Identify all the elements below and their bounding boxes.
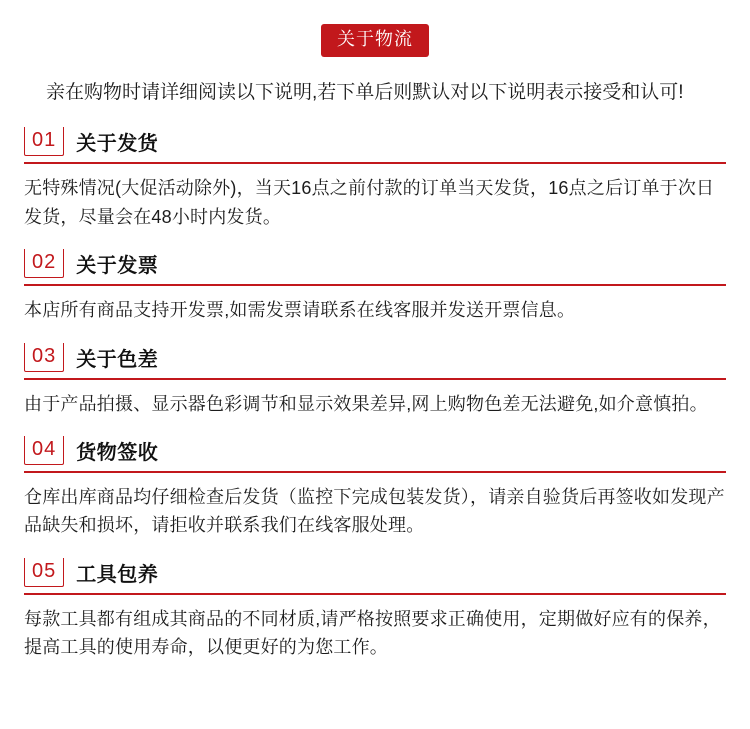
intro-text: 亲在购物时请详细阅读以下说明,若下单后则默认对以下说明表示接受和认可! xyxy=(46,81,684,103)
section-02-body: 本店所有商品支持开发票,如需发票请联系在线客服并发送开票信息。 xyxy=(24,300,576,321)
section-04-body: 仓库出库商品均仔细检查后发货（监控下完成包装发货），请亲自验货后再签收如发现产品缺失和损坏，请拒收并联系我们在线客服处理。 xyxy=(24,487,725,536)
section-01-title: 关于发货 xyxy=(76,133,159,156)
section-05-number: 05 xyxy=(24,558,64,587)
badge-row xyxy=(18,0,732,57)
page-title-badge: 关于物流 xyxy=(321,24,429,57)
section-04-title: 货物签收 xyxy=(76,442,159,465)
section-04 xyxy=(18,436,732,540)
section-04-number: 04 xyxy=(24,436,64,465)
section-03 xyxy=(18,343,732,418)
section-05-header xyxy=(24,558,726,593)
section-03-title: 关于色差 xyxy=(76,348,159,371)
section-02-header xyxy=(24,249,726,284)
section-05-title: 工具包养 xyxy=(76,563,159,586)
section-02 xyxy=(18,249,732,324)
section-02-number: 02 xyxy=(24,249,64,278)
section-03-number: 03 xyxy=(24,343,64,372)
section-03-header xyxy=(24,343,726,378)
section-05 xyxy=(18,558,732,662)
section-01 xyxy=(18,127,732,231)
section-02-title: 关于发票 xyxy=(76,255,159,278)
section-05-body: 每款工具都有组成其商品的不同材质,请严格按照要求正确使用，定期做好应有的保养，提高工具的使用寿命，以便更好的为您工作。 xyxy=(24,608,721,658)
section-01-body: 无特殊情况(大促活动除外)，当天16点之前付款的订单当天发货，16点之后订单于次日发货，尽量会在48小时内发货。 xyxy=(24,178,715,227)
section-01-number: 01 xyxy=(24,127,64,156)
section-04-header xyxy=(24,436,726,471)
section-03-body: 由于产品拍摄、显示器色彩调节和显示效果差异,网上购物色差无法避免,如介意慎拍。 xyxy=(24,393,708,414)
section-01-header xyxy=(24,127,726,162)
